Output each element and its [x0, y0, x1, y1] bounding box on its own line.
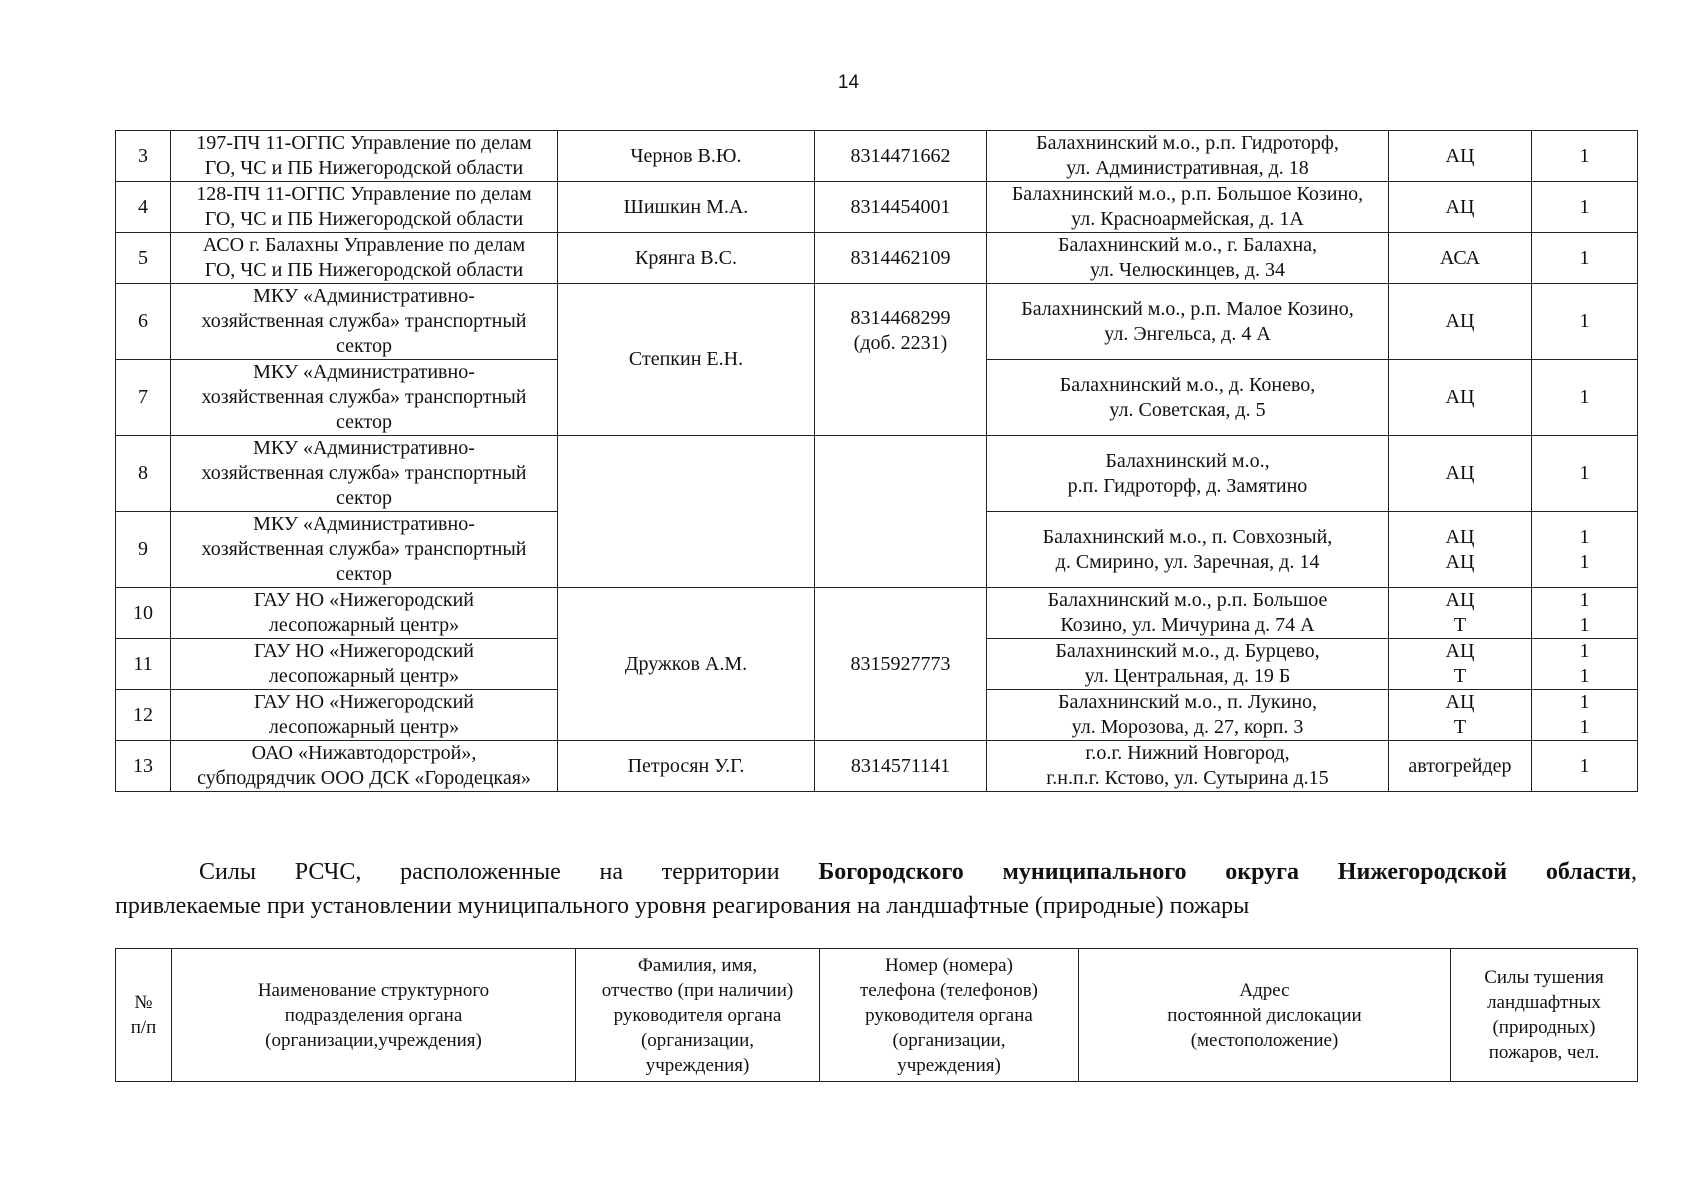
- heading-text: Силы РСЧС, расположенные на территории: [199, 859, 819, 885]
- equipment-count: 1: [1579, 525, 1590, 548]
- address-line: Балахнинский м.о., р.п. Малое Козино,: [1021, 297, 1354, 320]
- address-line: ул. Красноармейская, д. 1А: [1071, 208, 1304, 230]
- address-cell: [987, 639, 1389, 690]
- equipment-type: Т: [1453, 716, 1467, 738]
- organization-name: ГО, ЧС и ПБ Нижегородской области: [204, 259, 524, 281]
- header-text: Номер (номера): [885, 954, 1013, 976]
- equipment-type-cell: [1389, 588, 1532, 639]
- header-text: руководителя органа: [865, 1004, 1033, 1026]
- organization-name: сектор: [336, 335, 392, 357]
- equipment-count: 1: [1579, 754, 1590, 777]
- address-cell: [987, 284, 1389, 360]
- header-number: [116, 949, 172, 1082]
- organization-name: ГО, ЧС и ПБ Нижегородской области: [204, 157, 524, 179]
- organization-cell: [171, 741, 558, 792]
- header-text: (местоположение): [1190, 1029, 1339, 1051]
- table-row: [116, 131, 1638, 182]
- header-text: пожаров, чел.: [1488, 1042, 1600, 1063]
- address-line: ул. Административная, д. 18: [1066, 157, 1309, 179]
- equipment-type: АЦ: [1445, 195, 1475, 218]
- equipment-type-cell: [1389, 512, 1532, 588]
- page-number: 14: [837, 72, 860, 93]
- equipment-type-cell: [1389, 741, 1532, 792]
- organization-cell: [171, 182, 558, 233]
- heading-line-2: привлекаемые при установлении муниципального уровня реагирования на ландшафтные (природные) пожары: [115, 893, 1250, 919]
- header-forces: [1451, 949, 1638, 1082]
- equipment-count-cell: [1532, 512, 1638, 588]
- equipment-count: 1: [1579, 550, 1590, 573]
- organization-cell: [171, 690, 558, 741]
- equipment-count: 1: [1579, 691, 1590, 713]
- equipment-type-cell: [1389, 131, 1532, 182]
- address-cell: [987, 182, 1389, 233]
- header-text: Силы тушения: [1484, 967, 1604, 988]
- equipment-type-cell: [1389, 182, 1532, 233]
- phone-cell: [815, 284, 987, 436]
- organization-name: лесопожарный центр»: [268, 716, 460, 738]
- header-text: учреждения): [897, 1054, 1001, 1076]
- table-row: [116, 284, 1638, 360]
- head-name: Чернов В.Ю.: [558, 131, 815, 182]
- header-text: (организации,: [892, 1029, 1006, 1051]
- address-cell: [987, 690, 1389, 741]
- phone-number: 8314571141: [850, 754, 951, 777]
- organization-name: хозяйственная служба» транспортный: [201, 386, 527, 408]
- address-line: д. Смирино, ул. Заречная, д. 14: [1055, 550, 1320, 573]
- equipment-count: 1: [1579, 716, 1590, 738]
- row-number: 9: [116, 512, 171, 588]
- head-name: Дружков А.М.: [558, 588, 815, 741]
- phone-cell: [815, 436, 987, 588]
- organization-name: хозяйственная служба» транспортный: [201, 538, 527, 560]
- equipment-type: АЦ: [1445, 589, 1475, 611]
- organization-name: ГАУ НО «Нижегородский: [254, 640, 474, 662]
- header-text: Адрес: [1239, 979, 1290, 1001]
- phone-cell: [815, 182, 987, 233]
- header-text: №: [134, 992, 153, 1013]
- equipment-count: 1: [1579, 640, 1590, 662]
- header-text: Фамилия, имя,: [637, 954, 758, 976]
- address-line: Балахнинский м.о.,: [1105, 449, 1270, 472]
- section-heading: [115, 855, 1637, 923]
- header-text: учреждения): [645, 1054, 750, 1076]
- phone-number: 8315927773: [850, 652, 951, 675]
- equipment-count: 1: [1579, 462, 1590, 484]
- organization-cell: [171, 436, 558, 512]
- organization-name: ОАО «Нижавтодорстрой»,: [251, 742, 477, 764]
- equipment-type: АЦ: [1445, 550, 1475, 573]
- equipment-type: АСА: [1439, 246, 1481, 269]
- header-text: (природных): [1492, 1017, 1596, 1038]
- equipment-type-cell: [1389, 690, 1532, 741]
- head-name: Степкин Е.Н.: [558, 284, 815, 436]
- equipment-count-cell: [1532, 131, 1638, 182]
- organization-cell: [171, 360, 558, 436]
- address-cell: [987, 512, 1389, 588]
- organization-name: ГО, ЧС и ПБ Нижегородской области: [204, 208, 524, 230]
- equipment-type: АЦ: [1445, 640, 1475, 662]
- header-text: подразделения органа: [284, 1004, 463, 1026]
- row-number: 13: [116, 741, 171, 792]
- row-number: 4: [116, 182, 171, 233]
- equipment-count: 1: [1579, 310, 1590, 332]
- table-row: [116, 436, 1638, 512]
- organization-cell: [171, 588, 558, 639]
- organization-cell: [171, 233, 558, 284]
- header-text: (организации,учреждения): [265, 1029, 482, 1051]
- organization-name: сектор: [336, 487, 392, 509]
- phone-number: 8314471662: [850, 144, 951, 167]
- address-line: ул. Энгельса, д. 4 А: [1104, 322, 1271, 345]
- head-name: Крянга В.С.: [558, 233, 815, 284]
- address-line: р.п. Гидроторф, д. Замятино: [1067, 474, 1308, 497]
- address-line: Балахнинский м.о., р.п. Большое Козино,: [1011, 183, 1364, 205]
- equipment-type-cell: [1389, 639, 1532, 690]
- equipment-type: АЦ: [1445, 144, 1475, 167]
- equipment-type-cell: [1389, 233, 1532, 284]
- row-number: 6: [116, 284, 171, 360]
- header-text: телефона (телефонов): [859, 979, 1039, 1001]
- equipment-count-cell: [1532, 436, 1638, 512]
- head-name: [558, 436, 815, 588]
- address-line: Балахнинский м.о., п. Совхозный,: [1042, 525, 1333, 548]
- address-cell: [987, 436, 1389, 512]
- address-line: Балахнинский м.о., д. Конево,: [1059, 373, 1316, 396]
- equipment-count: 1: [1579, 386, 1590, 408]
- phone-cell: [815, 741, 987, 792]
- header-text: ландшафтных: [1487, 992, 1601, 1013]
- equipment-count-cell: [1532, 588, 1638, 639]
- equipment-type: АЦ: [1445, 310, 1475, 332]
- row-number: 8: [116, 436, 171, 512]
- address-line: ул. Советская, д. 5: [1109, 398, 1266, 421]
- address-line: ул. Морозова, д. 27, корп. 3: [1071, 716, 1304, 738]
- header-text: руководителя органа: [613, 1004, 782, 1026]
- organization-name: ГАУ НО «Нижегородский: [254, 691, 474, 713]
- phone-number: (доб. 2231): [853, 332, 948, 354]
- table-row: [116, 741, 1638, 792]
- row-number: 11: [116, 639, 171, 690]
- equipment-type-cell: [1389, 360, 1532, 436]
- address-line: Балахнинский м.о., г. Балахна,: [1057, 234, 1318, 256]
- header-text: отчество (при наличии): [601, 979, 794, 1001]
- row-number: 5: [116, 233, 171, 284]
- header-text: Наименование структурного: [257, 979, 490, 1001]
- equipment-type: АЦ: [1445, 386, 1475, 408]
- equipment-type: автогрейдер: [1408, 754, 1512, 777]
- phone-cell: [815, 233, 987, 284]
- address-cell: [987, 131, 1389, 182]
- phone-number: 8314468299: [850, 307, 951, 329]
- head-name: Петросян У.Г.: [558, 741, 815, 792]
- equipment-type: Т: [1453, 614, 1467, 636]
- organization-name: МКУ «Административно-: [253, 285, 475, 307]
- organization-name: хозяйственная служба» транспортный: [201, 310, 527, 332]
- row-number: 7: [116, 360, 171, 436]
- forces-table: [115, 130, 1638, 792]
- address-cell: [987, 233, 1389, 284]
- organization-name: субподрядчик ООО ДСК «Городецкая»: [197, 767, 531, 789]
- equipment-count: 1: [1579, 589, 1590, 611]
- address-line: Балахнинский м.о., д. Бурцево,: [1055, 640, 1320, 662]
- organization-name: лесопожарный центр»: [268, 665, 460, 687]
- phone-cell: [815, 588, 987, 741]
- address-line: ул. Центральная, д. 19 Б: [1084, 665, 1291, 687]
- organization-name: сектор: [336, 563, 392, 585]
- equipment-type-cell: [1389, 436, 1532, 512]
- equipment-count: 1: [1579, 665, 1590, 687]
- equipment-count-cell: [1532, 233, 1638, 284]
- address-line: Балахнинский м.о., р.п. Гидроторф,: [1036, 132, 1339, 154]
- equipment-count: 1: [1579, 246, 1590, 269]
- organization-name: хозяйственная служба» транспортный: [201, 462, 527, 484]
- organization-name: МКУ «Административно-: [253, 361, 475, 383]
- table-row: [116, 588, 1638, 639]
- equipment-count: 1: [1579, 614, 1590, 636]
- phone-number: 8314454001: [850, 195, 951, 218]
- equipment-type-cell: [1389, 284, 1532, 360]
- organization-name: 197-ПЧ 11-ОГПС Управление по делам: [196, 132, 532, 154]
- heading-bold-text: Богородского муниципального округа Нижегородской области: [818, 859, 1631, 885]
- equipment-count: 1: [1579, 195, 1590, 218]
- table-row: [116, 182, 1638, 233]
- table-header-row: [116, 949, 1638, 1082]
- address-line: Козино, ул. Мичурина д. 74 А: [1060, 614, 1315, 636]
- equipment-count-cell: [1532, 182, 1638, 233]
- equipment-count-cell: [1532, 639, 1638, 690]
- equipment-type: АЦ: [1445, 525, 1475, 548]
- address-line: Балахнинский м.о., п. Лукино,: [1057, 691, 1318, 713]
- address-line: г.о.г. Нижний Новгород,: [1085, 742, 1290, 764]
- address-line: Балахнинский м.о., р.п. Большое: [1047, 589, 1328, 611]
- header-text: (организации,: [640, 1029, 755, 1051]
- address-cell: [987, 360, 1389, 436]
- organization-name: 128-ПЧ 11-ОГПС Управление по делам: [196, 183, 532, 205]
- organization-cell: [171, 512, 558, 588]
- equipment-count-cell: [1532, 284, 1638, 360]
- organization-name: лесопожарный центр»: [268, 614, 460, 636]
- address-line: г.н.п.г. Кстово, ул. Сутырина д.15: [1046, 767, 1329, 789]
- equipment-type: АЦ: [1445, 462, 1475, 484]
- header-text: постоянной дислокации: [1167, 1004, 1362, 1026]
- forces-table-header: [115, 948, 1638, 1082]
- header-phone: [820, 949, 1079, 1082]
- heading-comma: ,: [1631, 859, 1637, 885]
- address-cell: [987, 741, 1389, 792]
- equipment-count-cell: [1532, 360, 1638, 436]
- row-number: 3: [116, 131, 171, 182]
- address-cell: [987, 588, 1389, 639]
- row-number: 12: [116, 690, 171, 741]
- row-number: 10: [116, 588, 171, 639]
- organization-cell: [171, 639, 558, 690]
- organization-cell: [171, 284, 558, 360]
- organization-name: МКУ «Административно-: [253, 437, 475, 459]
- equipment-type: Т: [1453, 665, 1467, 687]
- header-address: [1079, 949, 1451, 1082]
- equipment-type: АЦ: [1445, 691, 1475, 713]
- head-name: Шишкин М.А.: [558, 182, 815, 233]
- equipment-count-cell: [1532, 741, 1638, 792]
- phone-cell: [815, 131, 987, 182]
- equipment-count-cell: [1532, 690, 1638, 741]
- header-text: п/п: [130, 1017, 157, 1038]
- address-line: ул. Челюскинцев, д. 34: [1089, 259, 1286, 281]
- table-row: [116, 233, 1638, 284]
- organization-name: АСО г. Балахны Управление по делам: [202, 234, 526, 256]
- phone-number: 8314462109: [850, 246, 951, 269]
- organization-name: МКУ «Административно-: [253, 513, 475, 535]
- organization-name: ГАУ НО «Нижегородский: [254, 589, 474, 611]
- organization-name: сектор: [336, 411, 392, 433]
- header-organization: [172, 949, 576, 1082]
- equipment-count: 1: [1579, 144, 1590, 167]
- header-head-name: [576, 949, 820, 1082]
- organization-cell: [171, 131, 558, 182]
